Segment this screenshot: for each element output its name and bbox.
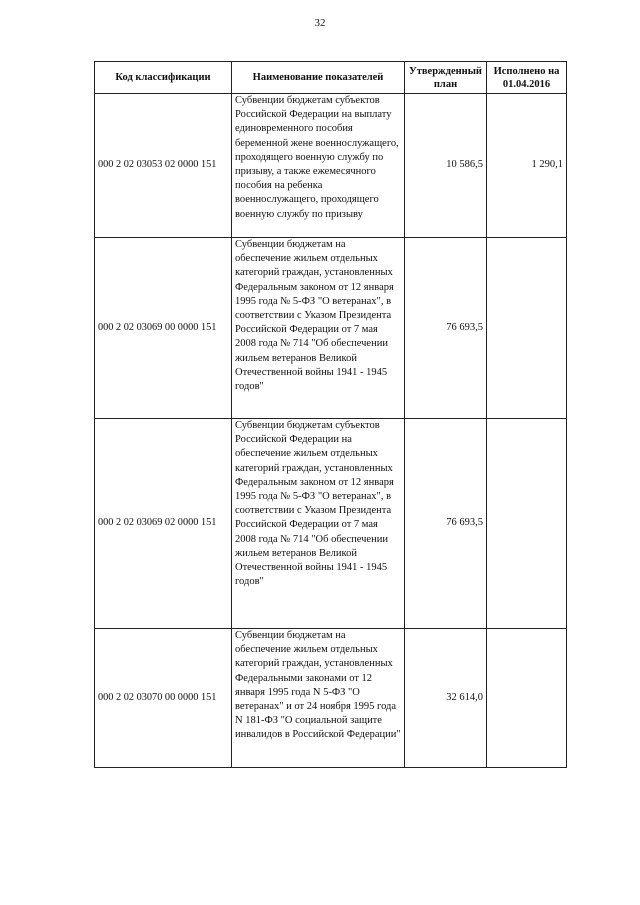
row-name: Субвенции бюджетам субъектов Российской Федерации на выплату единовременного пособия беременной жене военнослужащего, проходящего военную службу по призыву, а также ежемесячного пособия на ребенка военнослужащего, проходящего военную службу по призыву [232,94,405,238]
row-executed [487,629,567,768]
row-approved: 10 586,5 [405,94,487,238]
table-header-row [95,62,567,94]
row-executed [487,238,567,419]
table-row [95,238,567,419]
row-name: Субвенции бюджетам на обеспечение жильем отдельных категорий граждан, установленных Федеральным законом от 12 января 1995 года № 5-ФЗ "О ветеранах", в соответствии с Указом Президента Российской Федерации от 7 мая 2008 года № 714 "Об обеспечении жильем ветеранов Великой Отечественной войны 1941 - 1945 годов" [232,238,405,419]
table-row [95,94,567,238]
row-approved: 76 693,5 [405,419,487,629]
row-approved: 32 614,0 [405,629,487,768]
row-name: Субвенции бюджетам на обеспечение жильем отдельных категорий граждан, установленных Федеральными законами от 12 января 1995 года N 5-ФЗ "О ветеранах" и от 24 ноября 1995 года N 181-ФЗ "О социальной защите инвалидов в Российской Федерации" [232,629,405,768]
header-name: Наименование показателей [232,62,405,94]
page-number: 32 [314,17,326,29]
header-approved: Утвержденный план [405,62,487,94]
table-row [95,419,567,629]
row-code: 000 2 02 03053 02 0000 151 [95,94,232,238]
row-code: 000 2 02 03070 00 0000 151 [95,629,232,768]
row-executed: 1 290,1 [487,94,567,238]
row-executed [487,419,567,629]
header-code: Код классификации [95,62,232,94]
budget-table [94,61,567,768]
table-row [95,629,567,768]
row-name: Субвенции бюджетам субъектов Российской Федерации на обеспечение жильем отдельных категорий граждан, установленных Федеральным законом от 12 января 1995 года № 5-ФЗ "О ветеранах", в соответствии с Указом Президента Российской Федерации от 7 мая 2008 года № 714 "Об обеспечении жильем ветеранов Великой Отечественной войны 1941 - 1945 годов" [232,419,405,629]
row-code: 000 2 02 03069 00 0000 151 [95,238,232,419]
row-code: 000 2 02 03069 02 0000 151 [95,419,232,629]
header-executed: Исполнено на 01.04.2016 [487,62,567,94]
row-approved: 76 693,5 [405,238,487,419]
